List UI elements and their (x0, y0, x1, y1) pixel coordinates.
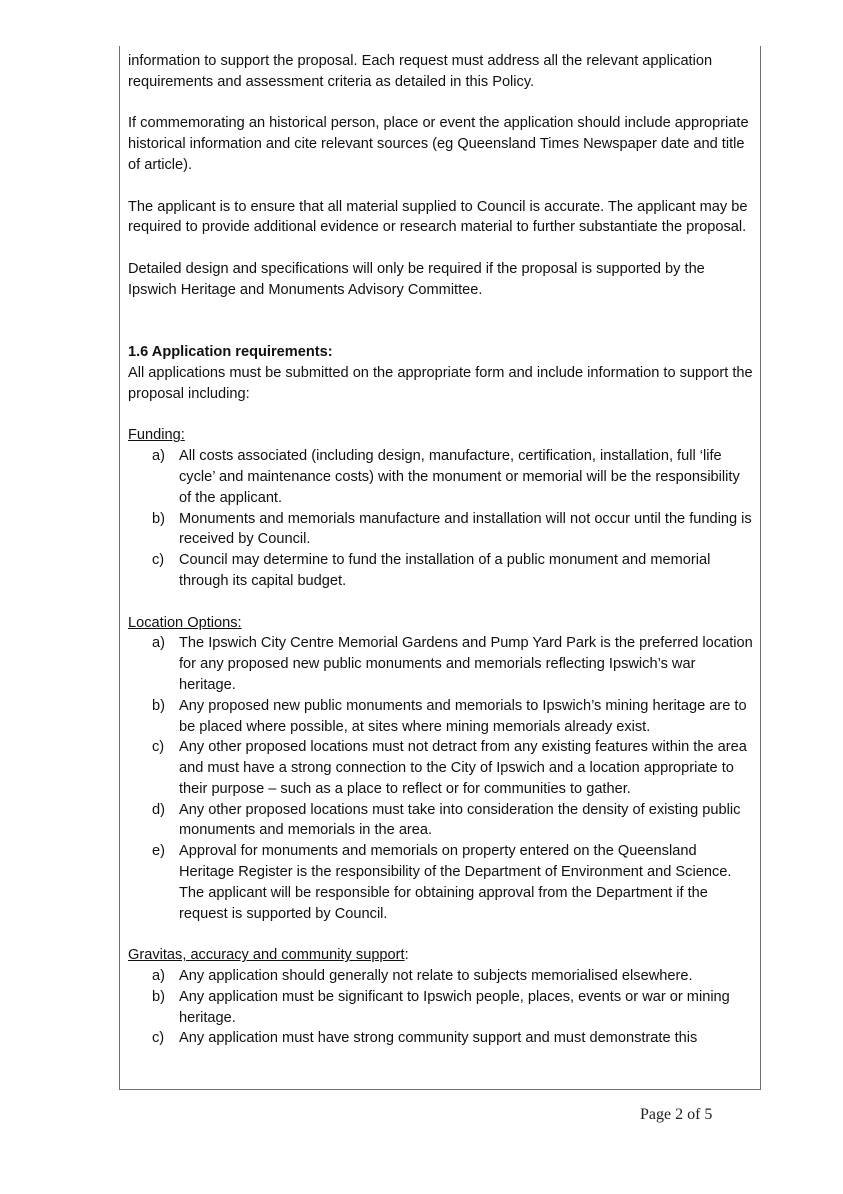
list-item (128, 509, 754, 551)
list-item-text: Monuments and memorials manufacture and installation will not occur until the funding is received by Council. (179, 510, 752, 548)
funding-label: Funding: (128, 427, 185, 444)
list-item-text: The Ipswich City Centre Memorial Gardens and Pump Yard Park is the preferred location for any proposed new public monuments and memorials reflecting Ipswich’s war heritage. (179, 635, 753, 693)
list-item (128, 633, 754, 695)
list-marker: b) (152, 697, 165, 714)
list-item-text: Any application should generally not relate to subjects memorialised elsewhere. (179, 968, 693, 985)
list-item (128, 1028, 754, 1049)
list-marker: b) (152, 988, 165, 1005)
list-marker: a) (152, 635, 165, 652)
list-item (128, 987, 754, 1029)
list-item-text: Any application must have strong community support and must demonstrate this (179, 1030, 698, 1047)
gravitas-label-colon: : (404, 947, 409, 964)
list-marker: b) (152, 510, 165, 527)
list-marker: c) (152, 1030, 165, 1047)
page-number: Page 2 of 5 (640, 1106, 713, 1123)
list-item (128, 696, 754, 738)
list-item-text: Any other proposed locations must not detract from any existing features within the area and must have a strong connection to the City of Ipswich and a location appropriate to their purpose – such as a place to reflect or for communities to gather. (179, 739, 747, 797)
list-item (128, 737, 754, 799)
gravitas-list (128, 966, 754, 1049)
gravitas-subheading (128, 945, 754, 966)
funding-subheading (128, 425, 754, 446)
funding-list (128, 446, 754, 592)
list-item-text: All costs associated (including design, manufacture, certification, installation, full ‘life cycle’ and maintenance costs) with the monument or memorial will be the responsibility of the applicant. (179, 448, 740, 506)
list-item (128, 446, 754, 508)
list-marker: c) (152, 739, 165, 756)
list-marker: c) (152, 552, 165, 569)
list-item (128, 841, 754, 924)
list-marker: a) (152, 968, 165, 985)
list-item (128, 800, 754, 842)
intro-paragraph-3: The applicant is to ensure that all material supplied to Council is accurate. The applicant may be required to provide additional evidence or research material to further substantiate the proposal. (128, 198, 748, 236)
intro-paragraph-2: If commemorating an historical person, place or event the application should include appropriate historical information and cite relevant sources (eg Queensland Times Newspaper date and title of article). (128, 115, 749, 173)
list-marker: a) (152, 448, 165, 465)
list-marker: d) (152, 801, 165, 818)
intro-paragraph-4: Detailed design and specifications will only be required if the proposal is supported by the Ipswich Heritage and Monuments Advisory Committee. (128, 260, 705, 298)
intro-paragraph-1: information to support the proposal. Each request must address all the relevant application requirements and assessment criteria as detailed in this Policy. (128, 53, 713, 90)
location-list (128, 633, 754, 924)
section-lead: All applications must be submitted on the appropriate form and include information to support the proposal including: (128, 364, 753, 402)
document-body (128, 51, 754, 1049)
section-heading: 1.6 Application requirements: (128, 344, 333, 361)
list-item-text: Approval for monuments and memorials on property entered on the Queensland Heritage Register is the responsibility of the Department of Environment and Science. The applicant will be responsible for obtaining approval from the Department if the request is supported by Council. (179, 843, 732, 922)
list-item (128, 550, 754, 592)
list-marker: e) (152, 843, 165, 860)
location-label: Location Options: (128, 614, 242, 631)
location-subheading (128, 613, 754, 634)
list-item-text: Council may determine to fund the installation of a public monument and memorial through its capital budget. (179, 552, 711, 589)
list-item-text: Any proposed new public monuments and memorials to Ipswich’s mining heritage are to be placed where possible, at sites where mining memorials already exist. (179, 697, 747, 735)
list-item (128, 966, 754, 987)
list-item-text: Any other proposed locations must take into consideration the density of existing public monuments and memorials in the area. (179, 801, 741, 839)
gravitas-label: Gravitas, accuracy and community support (128, 947, 405, 964)
list-item-text: Any application must be significant to Ipswich people, places, events or war or mining heritage. (179, 988, 730, 1026)
